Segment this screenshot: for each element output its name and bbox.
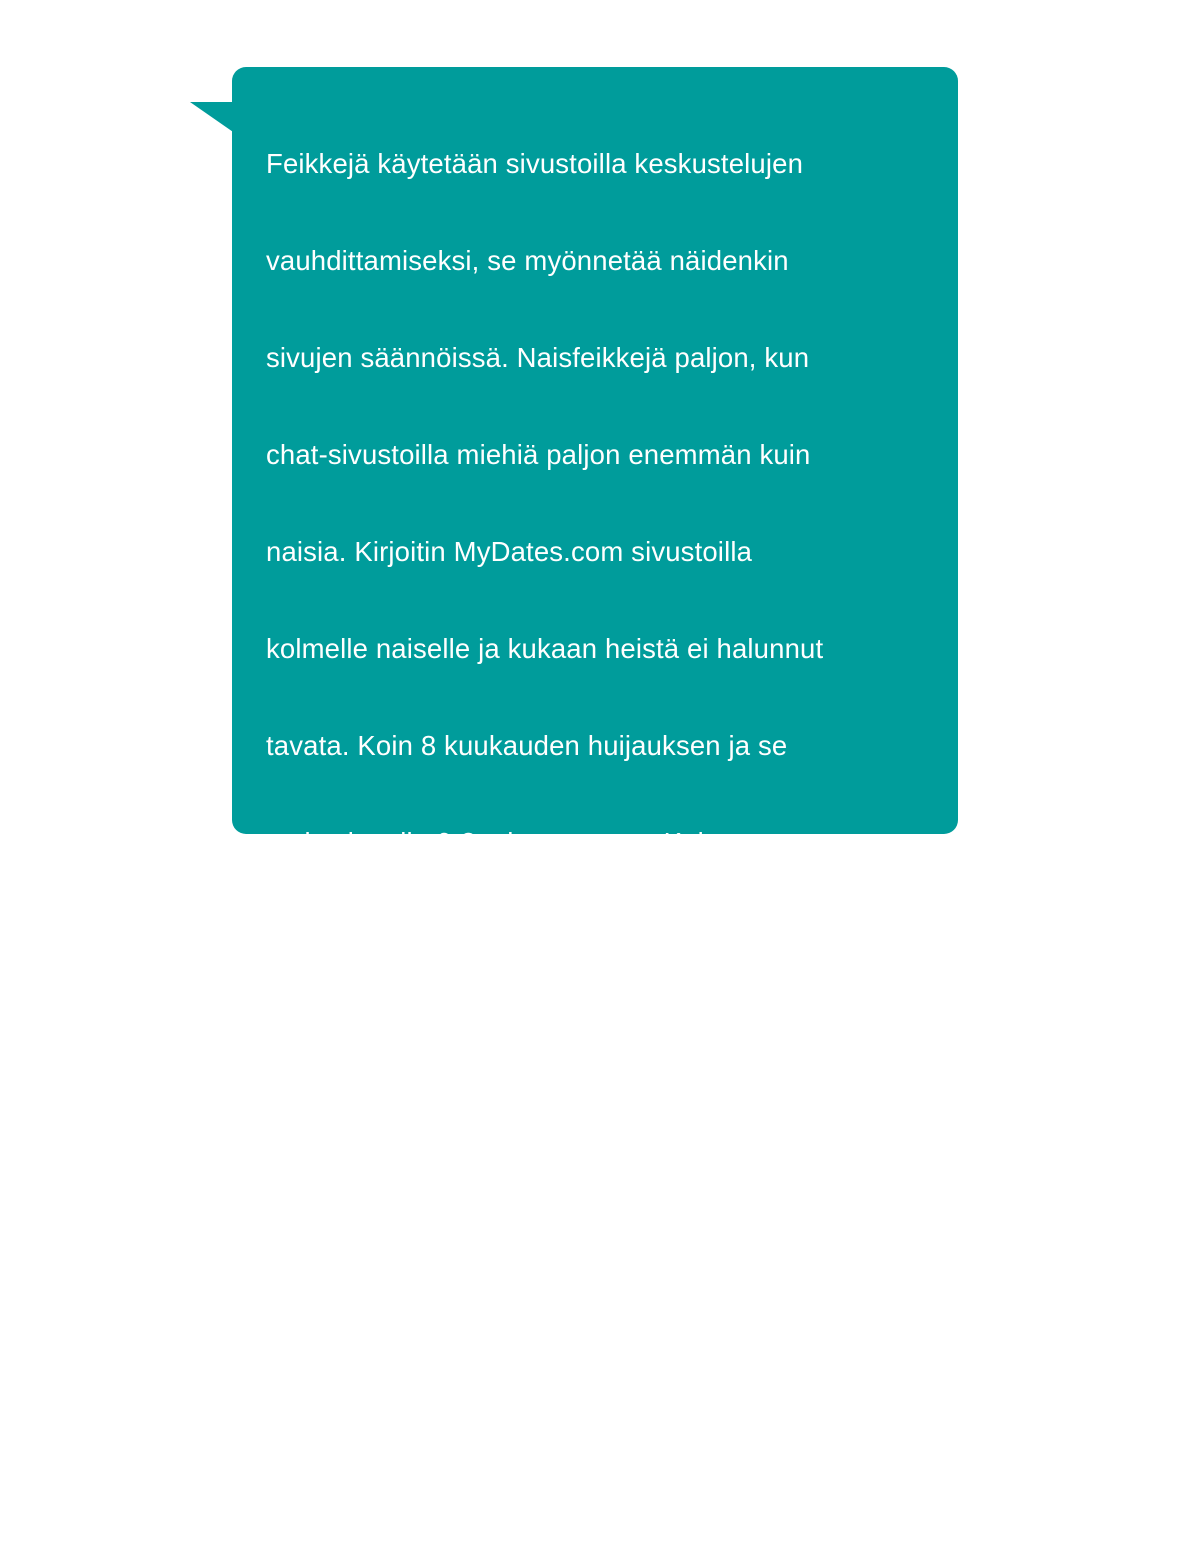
quote-line: maksoi mulle 6-8 tuhatta euroa. Kolmas [266,826,757,858]
quote-line: kuule suuri kynnys tulla näille sivuille....suuri [266,1020,810,1052]
quote-line: tavata. Koin 8 kuukauden huijauksen ja se [266,729,788,761]
quote-line: kanssa, se loppuu siihen. [266,1505,579,1537]
quote-text [266,91,918,1546]
speech-bubble-tail [190,102,236,134]
speech-bubble [232,67,958,1537]
quote-line: muita ilmaisia keskustelukanavia naisen [266,1408,760,1440]
quote-line: vauhdittamiseksi, se myönnetää näidenkin [266,244,789,276]
quote-line: nainen myösi lopulta olevansa feikki. Oli [266,923,760,955]
quote-line: viikkoon tapaa näillä sivuilla livenä tai saa [266,1311,779,1343]
quote-line: hyväksikäytetyksi...Nyt päätin, jotta jos en 3 [266,1214,804,1246]
quote-line: chat-sivustoilla miehiä paljon enemmän kuin [266,438,811,470]
quote-line: sivujen säännöissä. Naisfeikkejä paljon, kun [266,341,810,373]
quote-line: kolmelle naiselle ja kukaan heistä ei halunnut [266,632,824,664]
quote-line: häpeä ja pettymys....kun tulin [266,1117,627,1149]
quote-line: naisia. Kirjoitin MyDates.com sivustoilla [266,535,753,567]
quote-line: Feikkejä käytetään sivustoilla keskustelujen [266,147,804,179]
